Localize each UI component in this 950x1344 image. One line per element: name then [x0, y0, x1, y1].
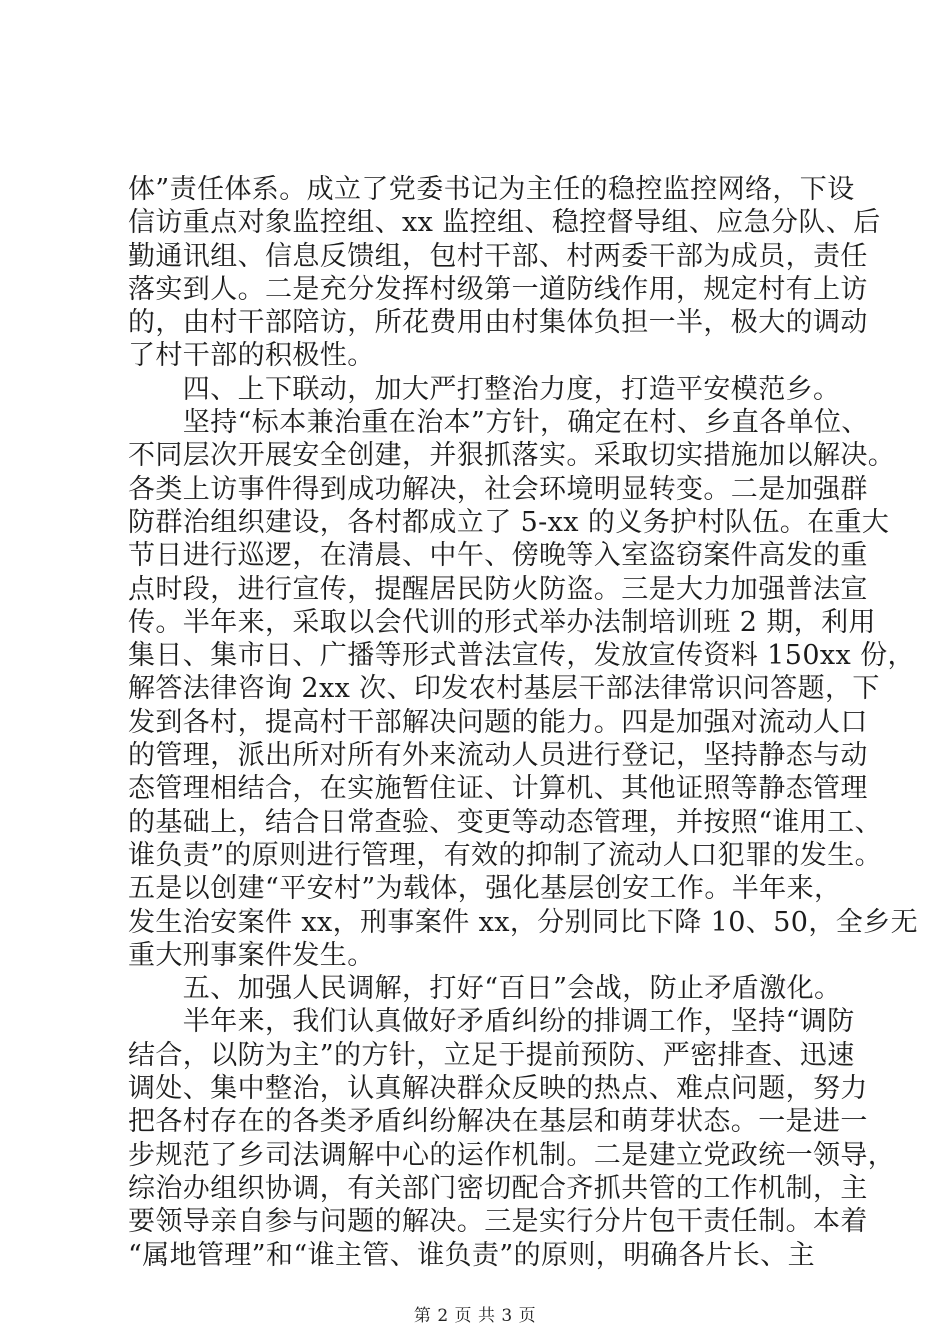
text-line: 节日进行巡逻，在清晨、中午、傍晚等入室盗窃案件高发的重	[128, 540, 868, 572]
text-line: 落实到人。二是充分发挥村级第一道防线作用，规定村有上访	[128, 273, 868, 305]
text-line: 要领导亲自参与问题的解决。三是实行分片包干责任制。本着	[128, 1206, 868, 1238]
text-line: 了村干部的积极性。	[128, 340, 375, 372]
text-line: 信访重点对象监控组、xx 监控组、稳控督导组、应急分队、后	[128, 207, 881, 239]
text-line: 集日、集市日、广播等形式普法宣传，发放宣传资料 150xx 份，	[128, 640, 915, 672]
text-line: 四、上下联动，加大严打整治力度，打造平安模范乡。	[128, 373, 841, 405]
text-line: 五、加强人民调解，打好“百日”会战，防止矛盾激化。	[128, 973, 842, 1005]
text-line: 的管理，派出所对所有外来流动人员进行登记，坚持静态与动	[128, 740, 868, 772]
text-line: 步规范了乡司法调解中心的运作机制。二是建立党政统一领导，	[128, 1139, 896, 1171]
text-line: 发生治安案件 xx，刑事案件 xx，分别同比下降 10、50，全乡无	[128, 906, 918, 938]
text-line: 把各村存在的各类矛盾纠纷解决在基层和萌芽状态。一是进一	[128, 1106, 868, 1138]
text-line: 勤通讯组、信息反馈组，包村干部、村两委干部为成员，责任	[128, 240, 868, 272]
text-line: 解答法律咨询 2xx 次、印发农村基层干部法律常识问答题，下	[128, 673, 880, 705]
text-line: 不同层次开展安全创建，并狠抓落实。采取切实措施加以解决。	[128, 440, 896, 472]
text-line: 发到各村，提高村干部解决问题的能力。四是加强对流动人口	[128, 706, 868, 738]
text-line: “属地管理”和“谁主管、谁负责”的原则，明确各片长、主	[128, 1239, 816, 1271]
body-text	[128, 173, 918, 1272]
text-line: 态管理相结合，在实施暂住证、计算机、其他证照等静态管理	[128, 773, 868, 805]
text-line: 半年来，我们认真做好矛盾纠纷的排调工作，坚持“调防	[128, 1006, 855, 1038]
text-line: 的，由村干部陪访，所花费用由村集体负担一半，极大的调动	[128, 307, 868, 339]
text-line: 点时段，进行宣传，提醒居民防火防盗。三是大力加强普法宣	[128, 573, 868, 605]
text-line: 重大刑事案件发生。	[128, 939, 375, 971]
text-line: 调处、集中整治，认真解决群众反映的热点、难点问题，努力	[128, 1073, 868, 1105]
page-footer: 第 2 页 共 3 页	[413, 1306, 537, 1326]
text-line: 传。半年来，采取以会代训的形式举办法制培训班 2 期，利用	[128, 606, 876, 638]
text-line: 结合，以防为主”的方针，立足于提前预防、严密排查、迅速	[128, 1039, 855, 1071]
text-line: 坚持“标本兼治重在治本”方针，确定在村、乡直各单位、	[128, 407, 869, 439]
text-line: 综治办组织协调，有关部门密切配合齐抓共管的工作机制，主	[128, 1172, 868, 1204]
text-line: 五是以创建“平安村”为载体，强化基层创安工作。半年来，	[128, 873, 842, 905]
text-line: 的基础上，结合日常查验、变更等动态管理，并按照“谁用工、	[128, 806, 883, 838]
text-line: 各类上访事件得到成功解决，社会环境明显转变。二是加强群	[128, 473, 868, 505]
text-line: 防群治组织建设，各村都成立了 5-xx 的义务护村队伍。在重大	[128, 506, 890, 538]
text-line: 谁负责”的原则进行管理，有效的抑制了流动人口犯罪的发生。	[128, 839, 883, 871]
text-line: 体”责任体系。成立了党委书记为主任的稳控监控网络，下设	[128, 174, 855, 205]
